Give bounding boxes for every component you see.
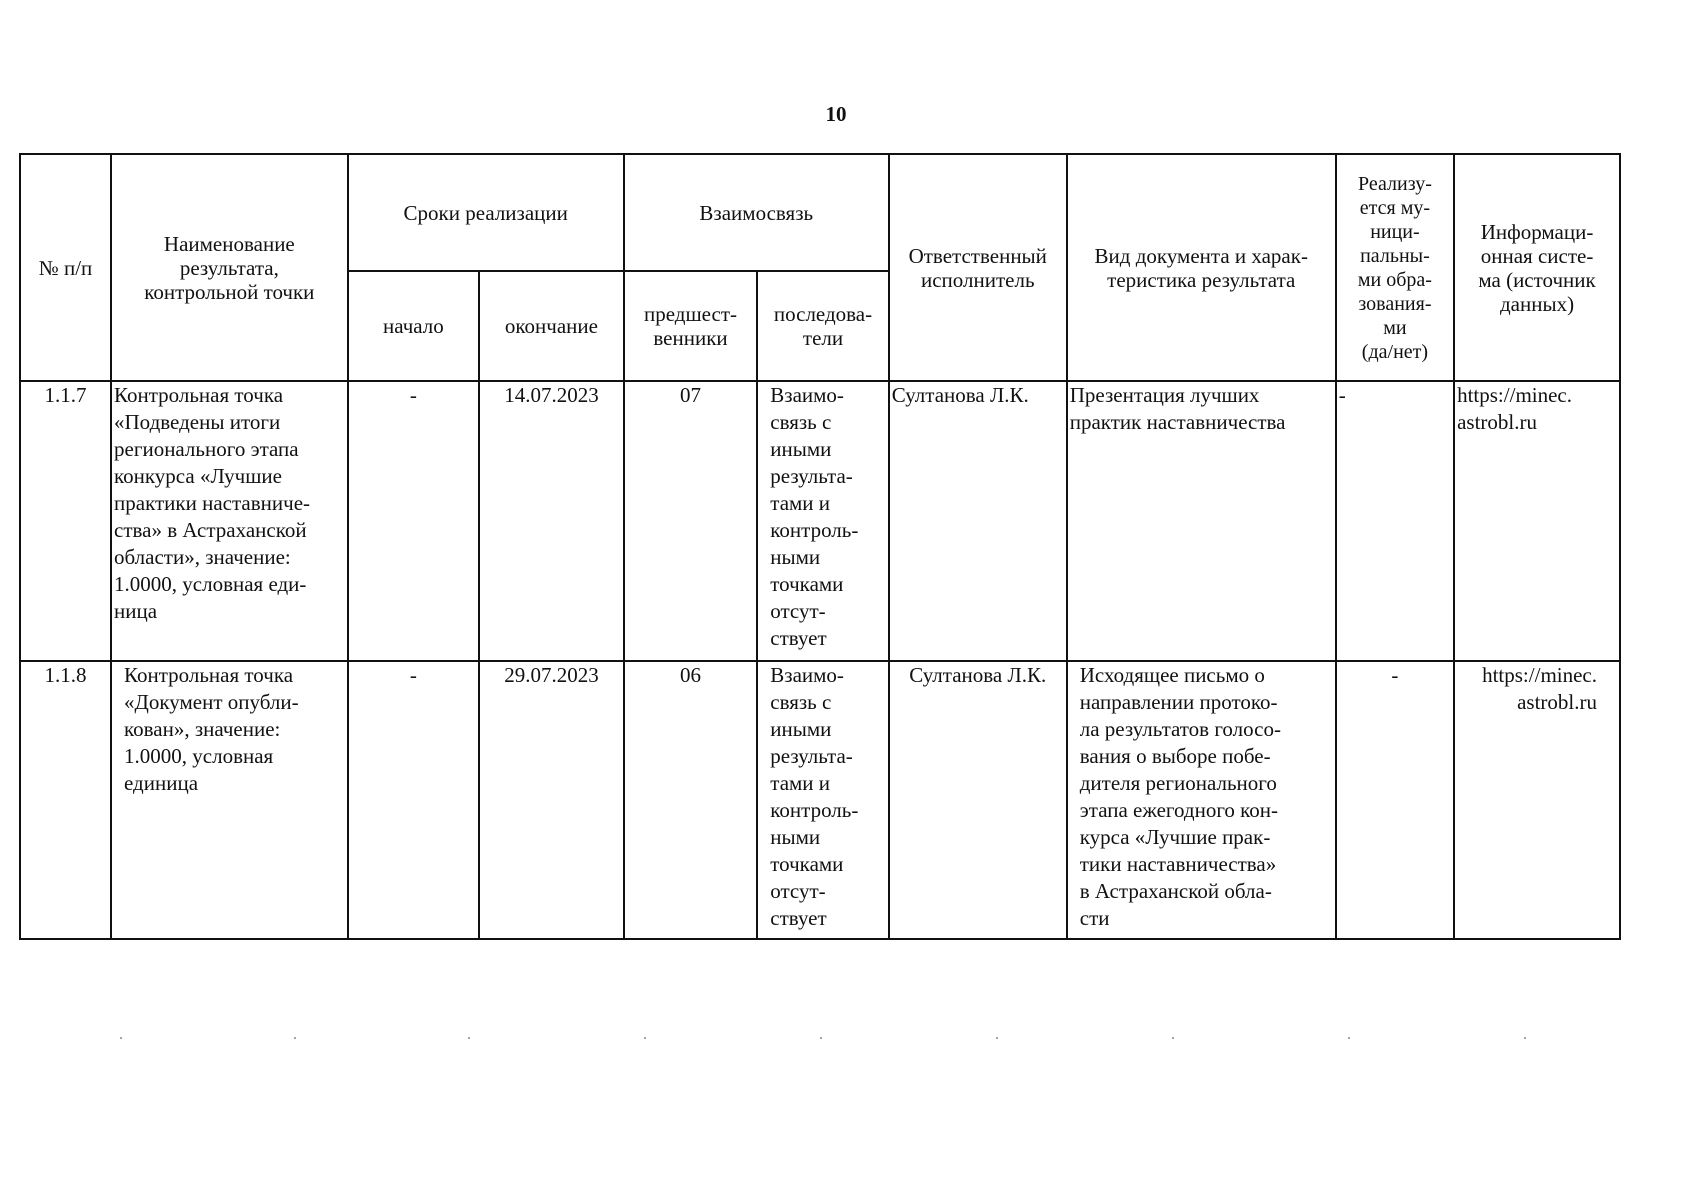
row-end: 14.07.2023 [479, 381, 624, 661]
row-start: - [348, 661, 479, 939]
header-responsible: Ответственный исполнитель [889, 154, 1067, 381]
page-number: 10 [825, 102, 847, 126]
header-info-system: Информаци- онная систе- ма (источник данных) [1454, 154, 1620, 381]
row-name: Контрольная точка «Документ опубли- кован», значение: 1.0000, условная единица [111, 661, 348, 939]
row-predecessors: 07 [624, 381, 758, 661]
header-row-1 [20, 154, 1620, 271]
scan-speck [1172, 1037, 1174, 1039]
row-num: 1.1.7 [20, 381, 111, 661]
table-row [20, 381, 1620, 661]
row-num: 1.1.8 [20, 661, 111, 939]
header-predecessors: предшест- венники [624, 271, 758, 381]
row-responsible: Султанова Л.К. [889, 661, 1067, 939]
row-successors: Взаимо- связь с иными результа- тами и контроль- ными точками отсут- ствует [757, 661, 888, 939]
header-terms-group: Сроки реализации [348, 154, 624, 271]
scan-speck [1524, 1037, 1526, 1039]
scan-speck [468, 1037, 470, 1039]
header-links-group: Взаимосвязь [624, 154, 889, 271]
row-successors: Взаимо- связь с иными результа- тами и контроль- ными точками отсут- ствует [757, 381, 888, 661]
row-responsible: Султанова Л.К. [889, 381, 1067, 661]
row-info-system: https://minec. astrobl.ru [1454, 661, 1620, 939]
header-successors: последова- тели [757, 271, 888, 381]
scan-specks [120, 1037, 1540, 1041]
scan-speck [120, 1037, 122, 1039]
scan-speck [294, 1037, 296, 1039]
scan-speck [820, 1037, 822, 1039]
table-row [20, 661, 1620, 939]
plan-table [19, 153, 1621, 940]
header-start: начало [348, 271, 479, 381]
header-end: окончание [479, 271, 624, 381]
row-end: 29.07.2023 [479, 661, 624, 939]
row-document: Исходящее письмо о направлении протоко- ла результатов голосо- вания о выборе побе- дителя регионального этапа ежегодного кон- курса «Лучшие прак- тики наставничества» в Астраханской обла- сти [1067, 661, 1336, 939]
scan-speck [996, 1037, 998, 1039]
row-predecessors: 06 [624, 661, 758, 939]
header-municipal: Реализу- ется му- ници- пальны- ми обра- зования- ми (да/нет) [1336, 154, 1454, 381]
header-document: Вид документа и харак- теристика результата [1067, 154, 1336, 381]
row-municipal: - [1336, 661, 1454, 939]
row-municipal: - [1336, 381, 1454, 661]
row-start: - [348, 381, 479, 661]
header-name: Наименование результата, контрольной точки [111, 154, 348, 381]
scan-speck [1348, 1037, 1350, 1039]
row-info-system: https://minec. astrobl.ru [1454, 381, 1620, 661]
row-document: Презентация лучших практик наставничества [1067, 381, 1336, 661]
row-name: Контрольная точка «Подведены итоги регионального этапа конкурса «Лучшие практики наставниче- ства» в Астраханской области», значение: 1.0000, условная еди- ница [111, 381, 348, 661]
scan-speck [644, 1037, 646, 1039]
header-num: № п/п [20, 154, 111, 381]
